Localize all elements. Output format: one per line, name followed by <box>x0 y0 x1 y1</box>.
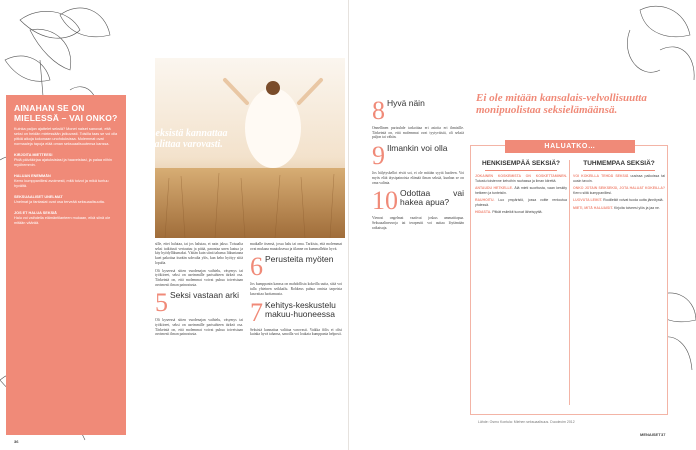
paragraph: Vienosi ongelmat vaativat joskus ammattiapua. Seksuaalineuvoja tai terapeutti voi auttaa löytämään ratkaisuja. <box>372 216 464 230</box>
tip-head: KIRJOITA MIETTEESI <box>14 153 53 157</box>
paragraph: Oli kyseessä sitten vuodenajan vaihtelu, väsymys tai työkiireet, seksi on useimmille parisuhteen tärkeä osa. Tärkeintä on, että molemmat voivat puhua toiveistaan avoimesti ilman painostusta. <box>155 268 243 287</box>
page-number-right: 37 <box>661 432 666 437</box>
column-divider <box>569 160 570 405</box>
list-item: JOKAINEN KOSKEMISTA ON KOSKETTAMINEN. Tutustu toistenne kehoihin rauhassa ja ilman kiirettä. <box>475 174 567 183</box>
article-column-2 <box>250 242 342 337</box>
page-gutter <box>348 0 349 450</box>
section-title: Odottaa vai hakea apua? <box>400 189 464 208</box>
section-heading-6 <box>250 255 342 279</box>
tip-head: HALUAN ENEMMÄN <box>14 174 51 178</box>
sidebar-tip <box>14 153 118 168</box>
henkisempaa-title: HENKISEMPÄÄ SEKSIÄ? <box>481 160 560 167</box>
section-title: Seksi vastaan arki <box>170 291 239 301</box>
tip-head: SEKSUAALISET UNELMAT <box>14 195 63 199</box>
paragraph: mutkalle itsensä, jossa halu tai oma. Tarkista, että molemmat ovat mukana muutoksessa ja tilanne on kummallekin hyvä. <box>250 242 342 251</box>
section-number: 7 <box>250 300 263 325</box>
paragraph: sille, ettei halutaa, tai jos halutaa, ei nain jakso. Toisaalta seksi tutkitusti vertautuu ja pitää, parantaa unen laatua ja käy hyödyllikumaksi. Väitän kuin siinä tahansa liikuntaana kuei pakottaa itseään sohvalta ylös, kun keho hyötyy siitä lopulta. <box>155 242 243 265</box>
section-number: 6 <box>250 255 263 280</box>
paragraph: Onnellinen parisuhde tarkoittaa eri asioita eri ihmisille. Tärkeintä on, että molemmat ovat tyytyväisiä, oli seksiä paljon tai vähän. <box>372 126 464 140</box>
paragraph: Jos hälytyskellot eivät soi, ei ole mitään syytä huoleen. Voi myös elää täysipainoista elämää ilman seksiä, kunhan se on oma valinta. <box>372 171 464 185</box>
tuhmempaa-column <box>573 160 665 213</box>
henkisempaa-column <box>475 160 567 218</box>
list-item: RAUHOITU. Luo ympäristö, jossa voitte rentoutua yhdessä. <box>475 198 567 207</box>
list-item: LUOVUTA LEIKIT. Roolileikit voivat tuoda uutta jännitystä. <box>573 198 664 202</box>
sidebar-box <box>6 95 126 435</box>
section-heading-10 <box>372 189 464 213</box>
section-heading-7 <box>250 301 342 325</box>
article-column-3 <box>372 95 464 230</box>
section-heading-8 <box>372 99 464 123</box>
section-number: 10 <box>372 189 398 214</box>
title-rule <box>485 170 557 171</box>
article-column-1 <box>155 242 243 337</box>
list-item: MIETI, MITÄ HALUAISIT. Kirjoita toiveesi ylös ja jaa ne. <box>573 205 660 210</box>
list-item: VOI KOKEILLA TEHDÄ SEKSIÄ uusissa paikoissa tai uusin tavoin. <box>573 174 666 183</box>
list-item: ONKO JOTAIN SEIKSEKSI, JOTA HALUAT KOKEILLA? Kerro siitä kumppanillesi. <box>573 186 665 195</box>
paragraph: Seksistä kannattaa valittaa varovasti. Vaikka fiilis ei olisi kuinka hyvä tahansa, sanoilla voi loukata kumppania helposti. <box>250 327 342 337</box>
source-note: Lähde: Osmo Kontula: Miehen seksuaalisuus. Duodecim 2012 <box>478 420 575 424</box>
paragraph: Oli kyseessä sitten vuodenajan vaihtelu, väsymys tai työkiireet, seksi on useimmille parisuhteen tärkeä osa. Tärkeintä on, että molemmat voivat puhua toiveistaan avoimesti ilman painostusta. <box>155 318 243 337</box>
sidebar-title: AINAHAN SE ON MIELESSÄ – VAI ONKO? <box>14 103 118 123</box>
haluatko-box <box>470 145 668 415</box>
section-title: Kehitys-keskustelu makuu-huoneessa <box>265 300 336 319</box>
list-item: ANTAUDU HETKELLE. Älä mieti suoritusta, vaan keskity hetkeen ja tunteisiin. <box>475 186 567 195</box>
section-number: 9 <box>372 144 385 169</box>
photo-caption: Seksistä kannattaa valittaa varovasti. <box>150 128 228 150</box>
section-number: 8 <box>372 99 385 123</box>
section-heading-5 <box>155 291 243 315</box>
section-title: Perusteita myöten <box>265 255 334 265</box>
sidebar-tip <box>14 195 118 205</box>
tuhmempaa-title: TUHMEMPAA SEKSIÄ? <box>583 160 655 167</box>
haluatko-banner: HALUATKO… <box>505 140 635 153</box>
tip-head: JOS ET HALUA SEKSIÄ <box>14 211 57 215</box>
tip-text: Unelmat ja fantasiat ovat osa terveää seksuaalisuutta. <box>14 200 105 204</box>
section-number: 5 <box>155 291 168 316</box>
tip-text: Pidä päiväkirjaa ajatuksistasi ja haaveistasi, ja palaa niihin myöhemmin. <box>14 158 112 167</box>
tip-text: Kerro kumppanillesi avoimesti, mitä toivot ja mikä tuntuu hyvältä. <box>14 179 109 188</box>
paragraph: Jos kumppanin kanssa on mahdollista kokeilla uutta, siitä voi tulla yhteinen seikkailu. Rohkeus puhua omista tarpeista kasvattaa luottamusta. <box>250 282 342 296</box>
sidebar-tip <box>14 174 118 189</box>
section-heading-9 <box>372 144 464 168</box>
section-title: Ilmankin voi olla <box>387 144 448 154</box>
pull-quote: Ei ole mitään kansalais-velvollisuutta monipuolistaa seksielämäänsä. <box>476 92 647 116</box>
tip-text: Halu voi vaihdella elämäntilanteen mukaan, eikä siinä ole mitään väärää. <box>14 216 111 225</box>
sidebar-intro: Kuinka paljon ajattelet seksiä? Monet naiset sanovat, että seksi on heidän mielessään jatkuvasti. Toisilla taas se voi olla pitkiä aikoja kokonaan unohduksissa. Molemmat ovat normaaleja tapoja elää oman seksuaalisuutensa kanssa. <box>14 127 118 146</box>
section-title: Hyvä näin <box>387 99 425 108</box>
list-item: HIDASTA. Pitkät esileikit tuovat läheisyyttä. <box>475 210 543 214</box>
title-rule <box>583 170 655 171</box>
magazine-name: MENAISET <box>640 432 661 437</box>
sidebar-tip <box>14 211 118 226</box>
page-number-left: 36 <box>14 439 19 444</box>
